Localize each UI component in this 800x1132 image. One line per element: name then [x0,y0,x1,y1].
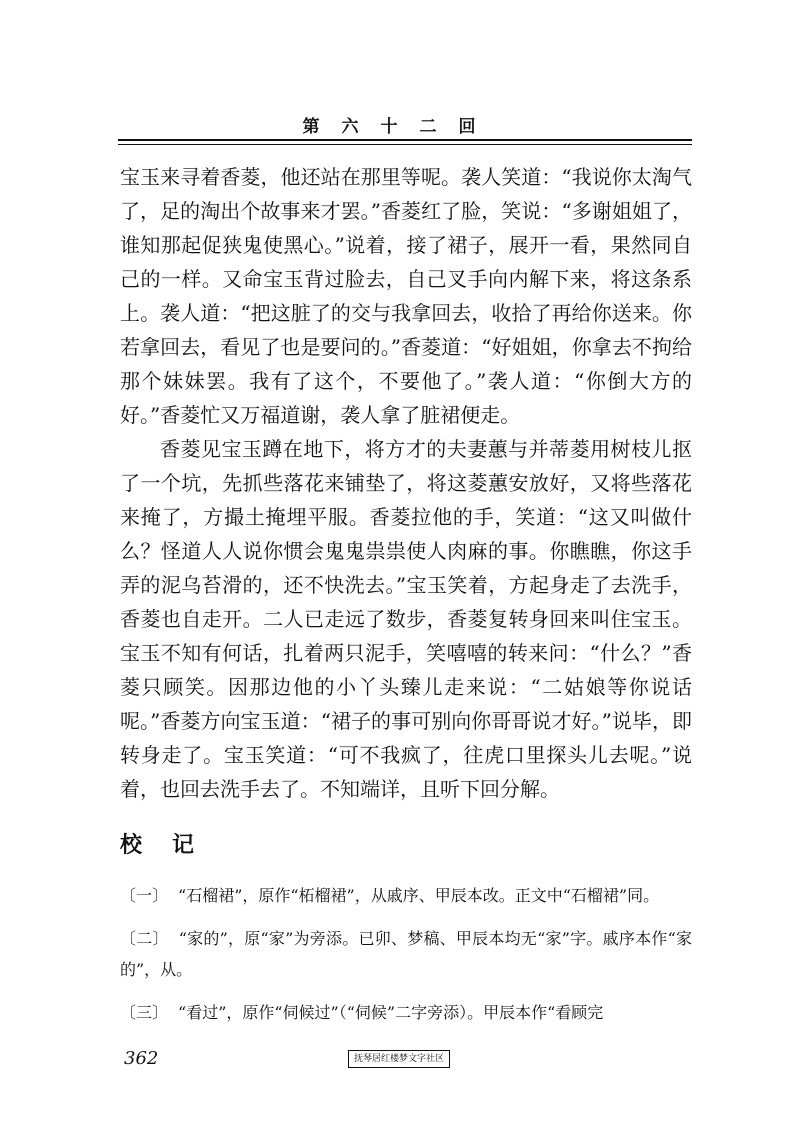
notes-list [120,880,692,1040]
note-text: “石榴裙”，原作“柘榴裙”，从戚序、甲辰本改。正文中“石榴裙”同。 [178,886,660,905]
paragraph: 宝玉来寻着香菱，他还站在那里等呢。袭人笑道：“我说你太淘气了，足的淘出个故事来才罢。”香菱红了脸，笑说：“多谢姐姐了，谁知那起促狭鬼使黑心。”说着，接了裙子，展开一看，果然同自己的一样。又命宝玉背过脸去，自己叉手向内解下来，将这条系上。袭人道：“把这脏了的交与我拿回去，收拾了再给你送来。你若拿回去，看见了也是要问的。”香菱道：“好姐姐，你拿去不拘给那个妹妹罢。我有了这个，不要他了。”袭人道：“你倒大方的好。”香菱忙又万福道谢，袭人拿了脏裙便走。 [120,165,692,427]
watermark-stamp: 抚琴居红楼梦文字社区 [348,1050,450,1068]
header-rule-thick [118,139,692,141]
paragraph: 香菱见宝玉蹲在地下，将方才的夫妻蕙与并蒂菱用树枝儿抠了一个坑，先抓些落花来铺垫了，将这菱蕙安放好，又将些落花来掩了，方撮土掩埋平服。香菱拉他的手，笑道：“这又叫做什么？怪道人人说你惯会鬼鬼祟祟使人肉麻的事。你瞧瞧，你这手弄的泥乌苔滑的，还不快洗去。”宝玉笑着，方起身走了去洗手，香菱也自走开。二人已走远了数步，香菱复转身回来叫住宝玉。宝玉不知有何话，扎着两只泥手，笑嘻嘻的转来问：“什么？”香菱只顾笑。因那边他的小丫头臻儿走来说：“二姑娘等你说话呢。”香菱方向宝玉道：“裙子的事可别向你哥哥说才好。”说毕，即转身走了。宝玉笑道：“可不我疯了，往虎口里探头儿去呢。”说着，也回去洗手去了。不知端详，且听下回分解。 [120,437,692,801]
main-text [120,160,692,806]
note-number: 〔三〕 [120,1003,169,1022]
page-number: 362 [124,1048,159,1069]
note-text: “家的”，原“家”为旁添。已卯、梦稿、甲辰本均无“家”字。戚序本作“家的”，从。 [120,929,692,979]
note-item [120,923,692,985]
note-item [120,997,692,1028]
note-number: 〔二〕 [120,929,169,948]
chapter-header: 第六十二回 [302,117,498,137]
notes-title: 校记 [120,832,225,858]
note-number: 〔一〕 [120,886,169,905]
note-text: “看过”，原作“伺候过”（“伺候”二字旁添）。甲辰本作“看顾完 [178,1003,604,1022]
header-rule-thin [118,144,692,145]
note-item [120,880,692,911]
